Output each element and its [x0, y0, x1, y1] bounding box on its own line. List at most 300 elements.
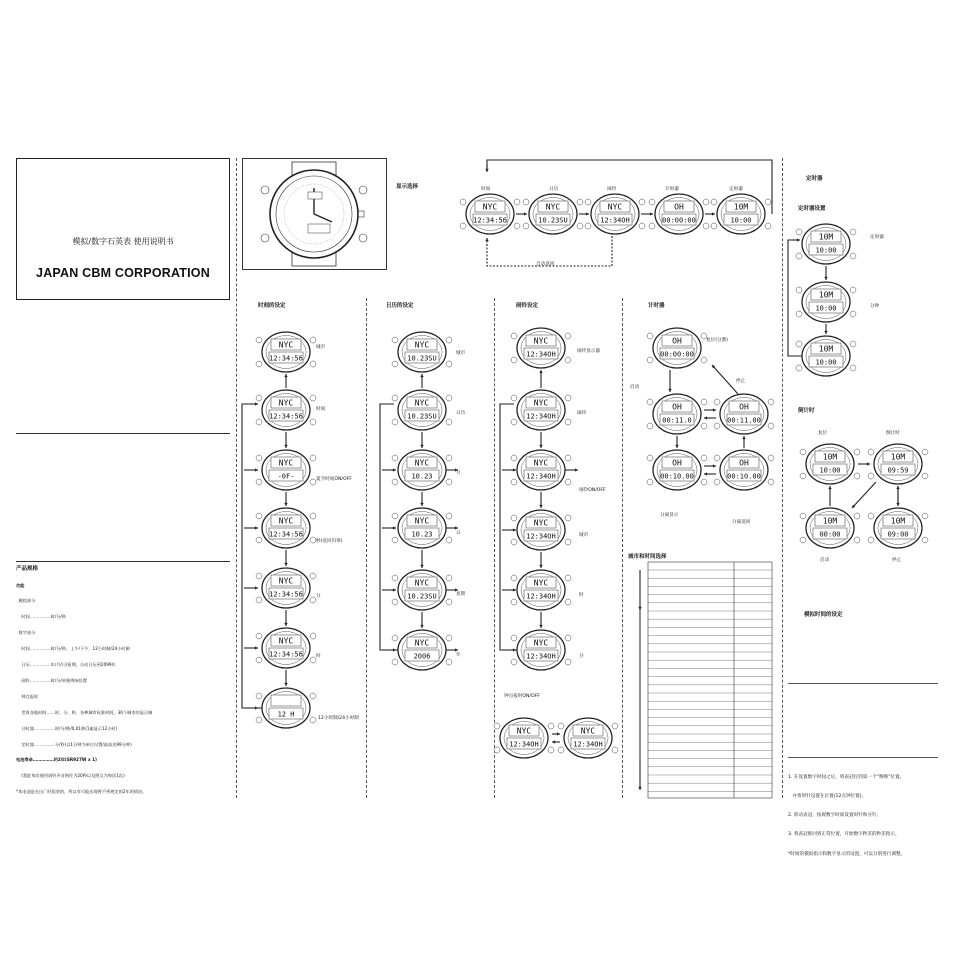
arrow-icon — [516, 212, 527, 215]
section-display-select: 显示选择 — [396, 184, 419, 190]
lcd-bottom-text: 00:00 — [819, 530, 841, 539]
lcd-watch-icon — [800, 508, 860, 548]
note-line: 并将时针设置在位置(12点钟位置)。 — [788, 794, 867, 800]
button-icon — [446, 513, 452, 519]
lcd-top-text: NYC — [414, 398, 430, 408]
step-label: 城市 — [456, 351, 466, 356]
lcd-bottom-text: 12:34:56 — [473, 216, 507, 225]
step-label: 倒计时 — [886, 431, 900, 436]
button-icon — [310, 337, 316, 343]
button-icon — [514, 199, 520, 205]
button-icon — [565, 479, 571, 485]
lcd-watch-icon — [511, 570, 571, 610]
button-icon — [647, 333, 653, 339]
step-label: 分 — [579, 654, 584, 659]
button-icon — [649, 199, 655, 205]
arrow-icon — [502, 648, 516, 651]
lcd-top-text: NYC — [580, 726, 596, 736]
button-icon — [612, 723, 618, 729]
button-icon — [256, 361, 262, 367]
button-icon — [392, 479, 398, 485]
section-world-time: 城市和时间选择 — [628, 554, 667, 560]
step-label: 夏令时间ON/OFF — [316, 477, 352, 482]
lcd-bottom-text: 10.23 — [411, 530, 433, 539]
step-label: 复位(分割) — [706, 338, 728, 343]
spec-line: 钟点报时 — [16, 693, 39, 699]
button-icon — [256, 419, 262, 425]
arrow-icon — [502, 588, 516, 591]
lcd-watch-icon — [649, 194, 709, 234]
button-icon — [854, 513, 860, 519]
button-icon — [577, 223, 583, 229]
button-icon — [310, 573, 316, 579]
button-icon — [701, 357, 707, 363]
step-label: 闹铃ON/OFF — [579, 488, 606, 493]
button-icon — [460, 199, 466, 205]
lcd-bottom-text: 2006 — [413, 652, 431, 661]
button-icon — [647, 399, 653, 405]
step-label: 秒(返回归零) — [316, 539, 343, 544]
button-icon — [854, 449, 860, 455]
arrow-icon — [284, 492, 287, 506]
section-countdown: 倒计时 — [798, 408, 815, 414]
button-icon — [511, 479, 517, 485]
button-icon — [922, 537, 928, 543]
button-icon — [392, 337, 398, 343]
lcd-bottom-text: 12:34OH — [526, 592, 556, 601]
button-icon — [392, 659, 398, 665]
arrow-icon — [420, 432, 423, 448]
step-label: 闹铃显示器 — [577, 349, 600, 354]
button-icon — [714, 399, 720, 405]
button-icon — [868, 473, 874, 479]
lcd-watch-icon — [511, 450, 571, 490]
lcd-top-text: NYC — [533, 398, 549, 408]
lcd-watch-icon — [256, 628, 316, 668]
lcd-watch-icon — [392, 570, 452, 610]
lcd-bottom-text: 10:00 — [730, 216, 752, 225]
button-icon — [446, 395, 452, 401]
button-icon — [256, 513, 262, 519]
note-line: 3. 将表冠推回到正常位置，开始数字秒差的秒差指示。 — [788, 832, 900, 838]
button-icon — [565, 333, 571, 339]
lcd-watch-icon — [256, 450, 316, 490]
lcd-top-text: OH — [674, 202, 684, 212]
lcd-top-text: NYC — [278, 398, 294, 408]
button-icon — [446, 537, 452, 543]
lcd-watch-icon — [256, 332, 316, 372]
lcd-bottom-text: 12:34OH — [526, 412, 556, 421]
spec-line: 时间……………时/分/秒、上午/下午、12小时制/24小时制 — [16, 646, 130, 652]
button-icon — [868, 513, 874, 519]
button-icon — [800, 473, 806, 479]
lcd-watch-icon — [523, 194, 583, 234]
lcd-watch-icon — [714, 394, 774, 434]
arrow-icon — [552, 740, 560, 743]
button-icon — [714, 479, 720, 485]
button-icon — [703, 223, 709, 229]
arrow-icon — [420, 492, 423, 506]
button-icon — [446, 659, 452, 665]
lcd-top-text: NYC — [533, 336, 549, 346]
arrow-icon — [382, 526, 396, 529]
lcd-bottom-text: 12:34:56 — [269, 650, 303, 659]
button-icon — [310, 361, 316, 367]
button-icon — [647, 357, 653, 363]
lcd-top-text: OH — [672, 336, 682, 346]
arrow-icon — [244, 468, 258, 471]
button-icon — [511, 659, 517, 665]
spec-line: 时间……………时/分/秒 — [16, 614, 67, 620]
button-icon — [796, 229, 802, 235]
button-icon — [922, 513, 928, 519]
lcd-bottom-text: 12:34OH — [526, 350, 556, 359]
button-icon — [446, 635, 452, 641]
divider — [788, 683, 938, 684]
button-icon — [647, 479, 653, 485]
arrow-icon — [284, 670, 287, 686]
lcd-bottom-text: 12:34:56 — [269, 530, 303, 539]
button-icon — [765, 199, 771, 205]
button-icon — [585, 199, 591, 205]
button-icon — [701, 399, 707, 405]
button-icon — [392, 455, 398, 461]
step-label: 时 — [579, 593, 584, 598]
button-icon — [565, 419, 571, 425]
step-label: 星期 — [456, 592, 466, 597]
lcd-bottom-text: 12:34OH — [600, 216, 630, 225]
step-label: 12小时制/24小时制 — [318, 716, 359, 721]
arrow-icon — [824, 266, 827, 280]
button-icon — [565, 575, 571, 581]
lcd-watch-icon — [647, 450, 707, 490]
button-icon — [796, 311, 802, 317]
spec-line: 功能 — [16, 582, 25, 588]
lcd-watch-icon — [647, 394, 707, 434]
button-icon — [392, 395, 398, 401]
step-label: 城市 — [316, 345, 326, 350]
lcd-watch-icon — [796, 224, 856, 264]
section-calendar-set: 日历的设定 — [386, 303, 414, 309]
arrow-icon — [284, 550, 287, 566]
button-icon — [577, 199, 583, 205]
button-icon — [850, 311, 856, 317]
lcd-top-text: OH — [672, 402, 682, 412]
lcd-bottom-text: 12:34OH — [509, 740, 539, 749]
lcd-watch-icon — [392, 508, 452, 548]
button-icon — [310, 633, 316, 639]
button-icon — [392, 635, 398, 641]
lcd-watch-icon — [800, 444, 860, 484]
step-label: 复位 — [818, 431, 828, 436]
lcd-watch-icon — [392, 450, 452, 490]
lcd-top-text: NYC — [414, 638, 430, 648]
arrow-icon — [704, 464, 716, 467]
button-icon — [392, 513, 398, 519]
lcd-top-text: NYC — [414, 578, 430, 588]
spec-line: 模拟部分 — [16, 598, 36, 604]
lcd-top-text: NYC — [414, 458, 430, 468]
flow-line — [380, 404, 398, 650]
button-icon — [850, 287, 856, 293]
arrow-icon — [828, 486, 831, 506]
arrow-icon — [420, 612, 423, 628]
lcd-bottom-text: 10.23SU — [407, 592, 437, 601]
button-icon — [511, 539, 517, 545]
lcd-watch-icon — [558, 718, 618, 758]
button-icon — [256, 633, 262, 639]
lcd-bottom-text: 00:00:00 — [662, 216, 696, 225]
lcd-top-text: 10M — [890, 516, 906, 526]
button-icon — [922, 449, 928, 455]
lcd-bottom-text: 12:34OH — [573, 740, 603, 749]
note-line: 1. 在设置数字时间之后，将表冠拉到第一个“喀嚓”位置。 — [788, 774, 905, 780]
arrow-icon — [704, 472, 716, 475]
button-icon — [701, 455, 707, 461]
button-icon — [392, 537, 398, 543]
button-icon — [256, 337, 262, 343]
step-label: 定时器 — [870, 235, 884, 240]
arrow-icon — [638, 760, 641, 790]
mode-label: 定时器 — [729, 187, 743, 192]
button-icon — [854, 537, 860, 543]
arrow-icon — [539, 612, 542, 628]
button-icon — [796, 287, 802, 293]
lcd-top-text: NYC — [516, 726, 532, 736]
lcd-top-text: NYC — [533, 458, 549, 468]
arrow-icon — [638, 570, 641, 610]
button-icon — [523, 199, 529, 205]
step-label: 日历 — [456, 411, 466, 416]
button-icon — [256, 693, 262, 699]
step-label: 启动 — [820, 558, 830, 563]
button-icon — [796, 341, 802, 347]
step-label: 启动 — [630, 385, 640, 390]
arrow-icon — [244, 646, 258, 649]
arrow-icon — [502, 528, 516, 531]
lcd-top-text: 10M — [818, 344, 834, 354]
lcd-bottom-text: 12 H — [277, 710, 295, 719]
button-icon — [868, 449, 874, 455]
lcd-top-text: NYC — [278, 340, 294, 350]
button-icon — [511, 635, 517, 641]
lcd-top-text: 10M — [818, 290, 834, 300]
button-icon — [711, 223, 717, 229]
lcd-top-text: NYC — [533, 578, 549, 588]
arrow-icon — [244, 586, 258, 589]
lcd-watch-icon — [511, 390, 571, 430]
lcd-bottom-text: 12:34OH — [526, 472, 556, 481]
button-icon — [565, 539, 571, 545]
chime-label: 钟点报时ON/OFF — [504, 694, 540, 699]
lcd-watch-icon — [392, 390, 452, 430]
mode-label: 日历 — [549, 187, 559, 192]
section-analog-set: 模拟时间的设定 — [804, 612, 843, 618]
section-alarm-set: 闹铃设定 — [516, 303, 539, 309]
lcd-watch-icon — [585, 194, 645, 234]
button-icon — [558, 723, 564, 729]
lcd-top-text: OH — [739, 458, 749, 468]
arrow-icon — [565, 468, 578, 471]
lcd-bottom-text: 10.23SU — [407, 412, 437, 421]
button-icon — [310, 395, 316, 401]
lcd-top-text: NYC — [278, 458, 294, 468]
button-icon — [256, 455, 262, 461]
arrow-icon — [284, 374, 287, 388]
spec-line: 日历……………年/月/日/星期，自动日历到2099年 — [16, 662, 116, 668]
button-icon — [523, 223, 529, 229]
lcd-bottom-text: 12:34:56 — [269, 412, 303, 421]
button-icon — [850, 365, 856, 371]
button-icon — [565, 515, 571, 521]
lcd-bottom-text: 00:10.00 — [660, 472, 694, 481]
button-icon — [310, 513, 316, 519]
arrow-icon — [552, 732, 560, 735]
button-icon — [392, 419, 398, 425]
button-icon — [446, 479, 452, 485]
arrow-icon — [792, 238, 800, 241]
section-stopwatch: 计时器 — [648, 303, 665, 309]
step-label: 城市 — [579, 533, 589, 538]
button-icon — [460, 223, 466, 229]
note-line: *时间的模拟指示和数字显示的设置，可以分别进行调整。 — [788, 851, 906, 857]
divider — [788, 757, 938, 758]
button-icon — [514, 223, 520, 229]
button-icon — [511, 419, 517, 425]
lcd-top-text: NYC — [414, 340, 430, 350]
lcd-watch-icon — [511, 510, 571, 550]
button-icon — [310, 717, 316, 723]
lcd-top-text: NYC — [533, 518, 549, 528]
button-icon — [800, 537, 806, 543]
mode-label: 计时器 — [665, 187, 679, 192]
step-label: 日 — [456, 531, 461, 536]
button-icon — [768, 423, 774, 429]
arrow-icon — [539, 432, 542, 448]
lcd-top-text: 10M — [890, 452, 906, 462]
lcd-top-text: 10M — [822, 516, 838, 526]
lcd-watch-icon — [392, 332, 452, 372]
lcd-watch-icon — [256, 390, 316, 430]
lcd-bottom-text: 10.23SU — [538, 216, 568, 225]
arrow-icon — [675, 436, 678, 448]
step-label: 闹铃 — [577, 411, 587, 416]
button-icon — [446, 455, 452, 461]
auto-return-label: 自动返回 — [536, 262, 555, 267]
button-icon — [256, 537, 262, 543]
arrow-icon — [502, 468, 516, 471]
button-icon — [565, 659, 571, 665]
lcd-watch-icon — [256, 508, 316, 548]
arrow-icon — [284, 610, 287, 626]
button-icon — [800, 449, 806, 455]
button-icon — [768, 455, 774, 461]
arrow-icon — [704, 416, 716, 419]
button-icon — [850, 229, 856, 235]
lcd-watch-icon — [511, 630, 571, 670]
button-icon — [256, 479, 262, 485]
button-icon — [714, 423, 720, 429]
company-name: JAPAN CBM CORPORATION — [36, 266, 210, 280]
lcd-bottom-text: 12:34:56 — [269, 354, 303, 363]
lcd-watch-icon — [796, 336, 856, 376]
step-label: 停止 — [892, 558, 902, 563]
arrow-icon — [382, 468, 396, 471]
arrow-icon — [824, 324, 827, 334]
arrow-icon — [284, 432, 287, 448]
lcd-watch-icon — [647, 328, 707, 368]
button-icon — [850, 341, 856, 347]
lcd-bottom-text: 12:34OH — [526, 652, 556, 661]
button-icon — [639, 223, 645, 229]
arrow-icon — [668, 370, 671, 392]
arrow-icon — [742, 436, 745, 448]
arrow-icon — [641, 212, 653, 215]
lcd-top-text: NYC — [607, 202, 623, 212]
step-label: 年 — [456, 653, 461, 658]
button-icon — [511, 515, 517, 521]
spec-line: (我此每次使用闹铃声音则往为20秒以及照点为每次1次) — [16, 773, 125, 779]
step-label: 停止 — [736, 379, 746, 384]
lcd-bottom-text: 00:00:00 — [660, 350, 694, 359]
button-icon — [310, 419, 316, 425]
button-icon — [256, 597, 262, 603]
button-icon — [494, 747, 500, 753]
button-icon — [854, 473, 860, 479]
button-icon — [558, 747, 564, 753]
button-icon — [548, 747, 554, 753]
button-icon — [565, 599, 571, 605]
button-icon — [256, 717, 262, 723]
lcd-bottom-text: 10.23SU — [407, 354, 437, 363]
spec-line: 闹铃……………时/分/单独鸣响设置 — [16, 677, 87, 683]
cover-subtitle: 模拟/数字石英表 使用说明书 — [72, 237, 174, 246]
button-icon — [922, 473, 928, 479]
lcd-watch-icon — [256, 688, 316, 728]
note-line: 2. 转动表冠，按规数字时间设置时针和分针。 — [788, 813, 882, 819]
button-icon — [647, 423, 653, 429]
arrow-icon — [704, 408, 716, 411]
arrow-icon — [539, 492, 542, 508]
lcd-watch-icon — [494, 718, 554, 758]
lcd-bottom-text: 10:00 — [815, 246, 837, 255]
step-label: 时间 — [316, 407, 326, 412]
lcd-watch-icon — [511, 328, 571, 368]
lcd-top-text: NYC — [482, 202, 498, 212]
lcd-bottom-text: 00:11.00 — [727, 416, 761, 425]
step-label: 分离返回 — [732, 520, 751, 525]
button-icon — [711, 199, 717, 205]
arrow-icon — [382, 588, 396, 591]
section-time-set: 时刻的设定 — [258, 303, 286, 309]
arrow-icon — [858, 462, 870, 465]
button-icon — [585, 223, 591, 229]
button-icon — [392, 575, 398, 581]
lcd-top-text: NYC — [533, 638, 549, 648]
button-icon — [647, 455, 653, 461]
button-icon — [701, 479, 707, 485]
arrow-icon — [712, 365, 738, 394]
lcd-bottom-text: 10:00 — [815, 304, 837, 313]
flow-line — [500, 404, 517, 650]
button-icon — [392, 361, 398, 367]
button-icon — [256, 657, 262, 663]
button-icon — [446, 337, 452, 343]
lcd-watch-icon — [392, 630, 452, 670]
button-icon — [565, 357, 571, 363]
button-icon — [703, 199, 709, 205]
button-icon — [701, 423, 707, 429]
